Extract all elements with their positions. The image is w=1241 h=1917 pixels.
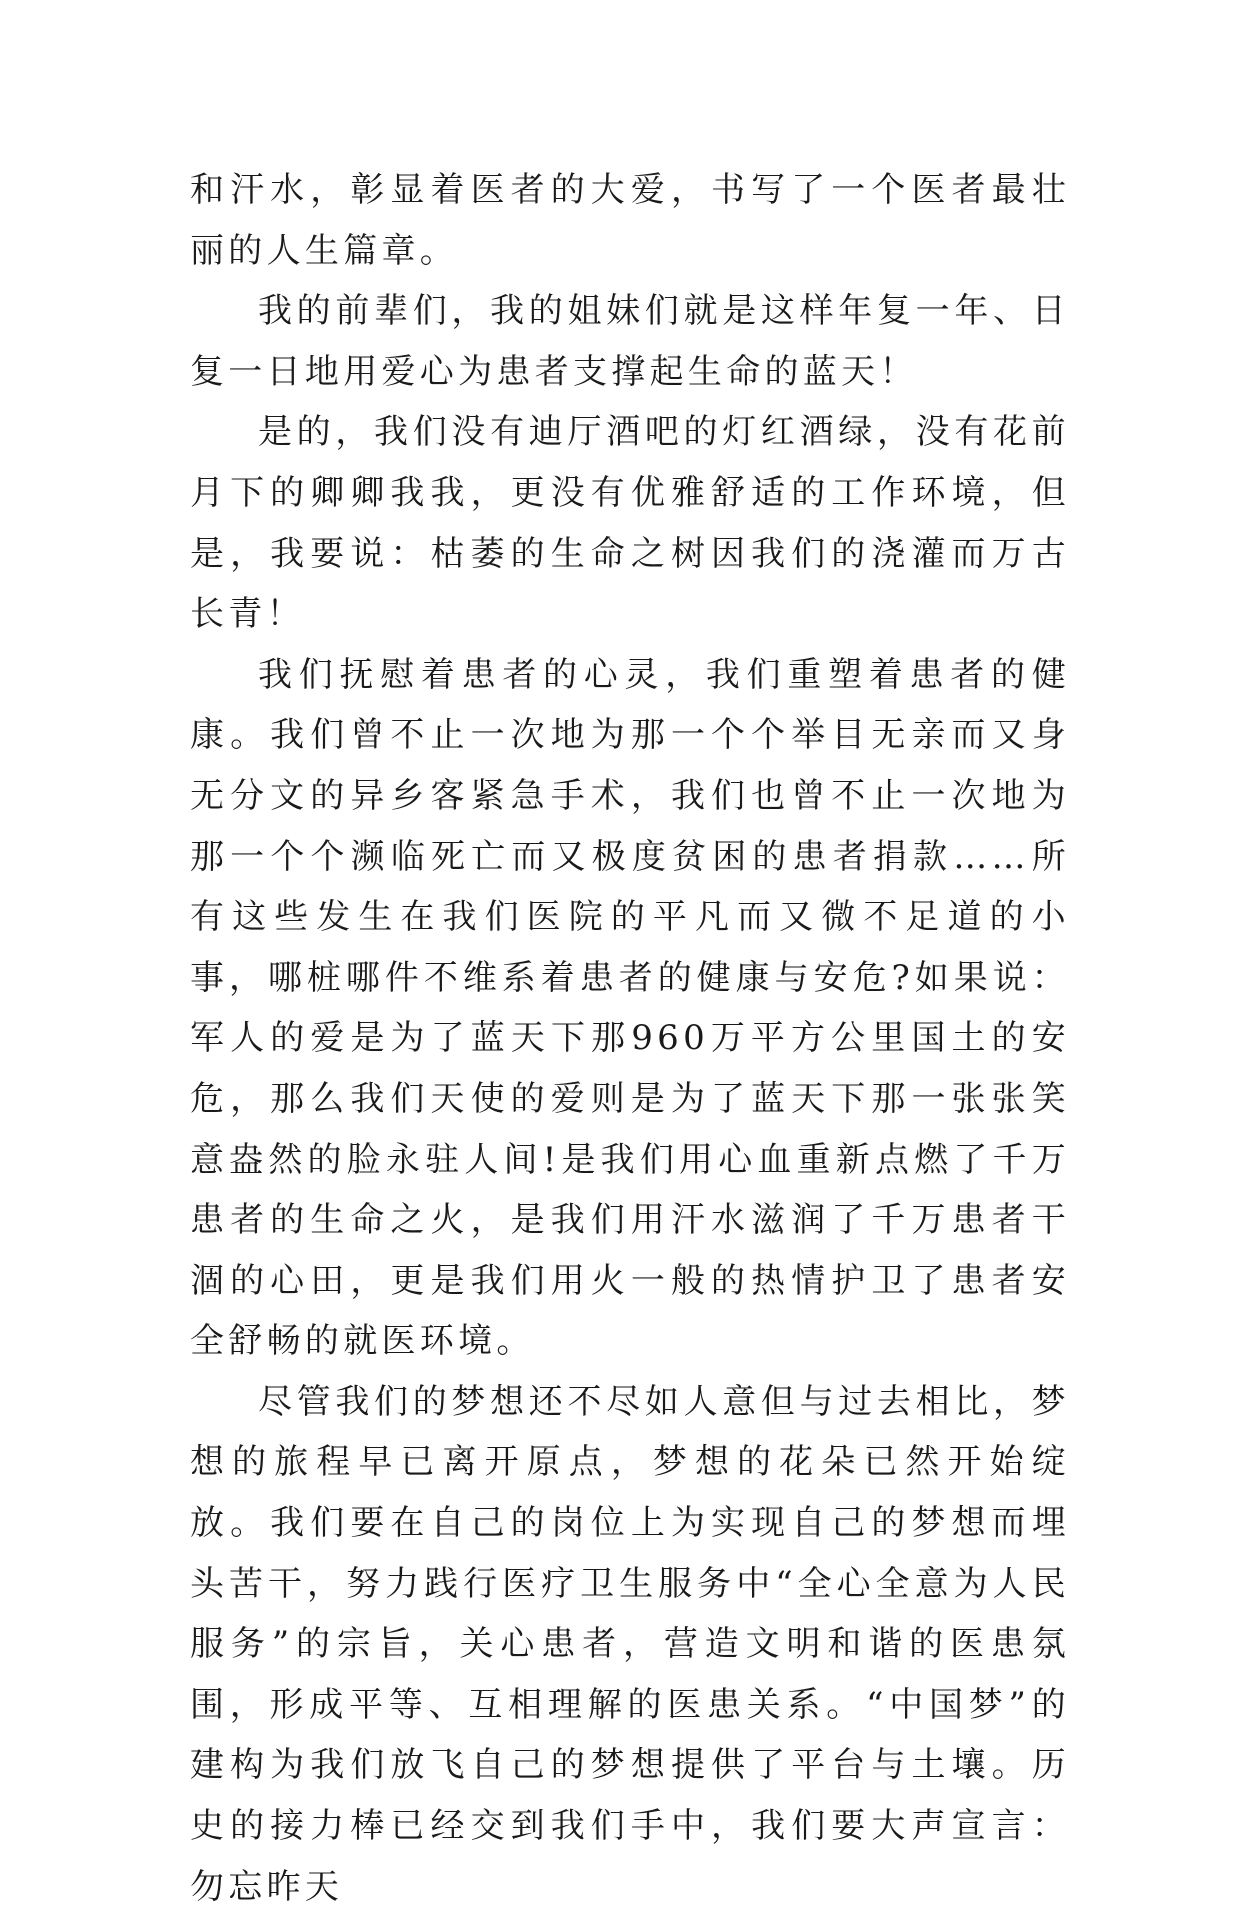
- paragraph-5: 尽管我们的梦想还不尽如人意但与过去相比，梦想的旅程早已离开原点，梦想的花朵已然开始绽放。我们要在自己的岗位上为实现自己的梦想而埋头苦干，努力践行医疗卫生服务中“全心全意为人民服务”的宗旨，关心患者，营造文明和谐的医患氛围，形成平等、互相理解的医患关系。“中国梦”的建构为我们放飞自己的梦想提供了平台与土壤。历史的接力棒已经交到我们手中，我们要大声宣言：勿忘昨天: [190, 1381, 1070, 1907]
- body-text: [190, 160, 1070, 1917]
- paragraph-4: 我们抚慰着患者的心灵，我们重塑着患者的健康。我们曾不止一次地为那一个个举目无亲而又身无分文的异乡客紧急手术，我们也曾不止一次地为那一个个濒临死亡而又极度贫困的患者捐款……所有这些发生在我们医院的平凡而又微不足道的小事，哪桩哪件不维系着患者的健康与安危?如果说：军人的爱是为了蓝天下那960万平方公里国土的安危，那么我们天使的爱则是为了蓝天下那一张张笑意盎然的脸永驻人间!是我们用心血重新点燃了千万患者的生命之火，是我们用汗水滋润了千万患者干涸的心田，更是我们用火一般的热情护卫了患者安全舒畅的就医环境。: [190, 654, 1070, 1362]
- paragraph-1: 和汗水，彰显着医者的大爱，书写了一个医者最壮丽的人生篇章。: [190, 170, 1070, 271]
- paragraph-3: 是的，我们没有迪厅酒吧的灯红酒绿，没有花前月下的卿卿我我，更没有优雅舒适的工作环境，但是，我要说：枯萎的生命之树因我们的浇灌而万古长青！: [190, 412, 1070, 635]
- paragraph-2: 我的前辈们，我的姐妹们就是这样年复一年、日复一日地用爱心为患者支撑起生命的蓝天！: [190, 291, 1070, 392]
